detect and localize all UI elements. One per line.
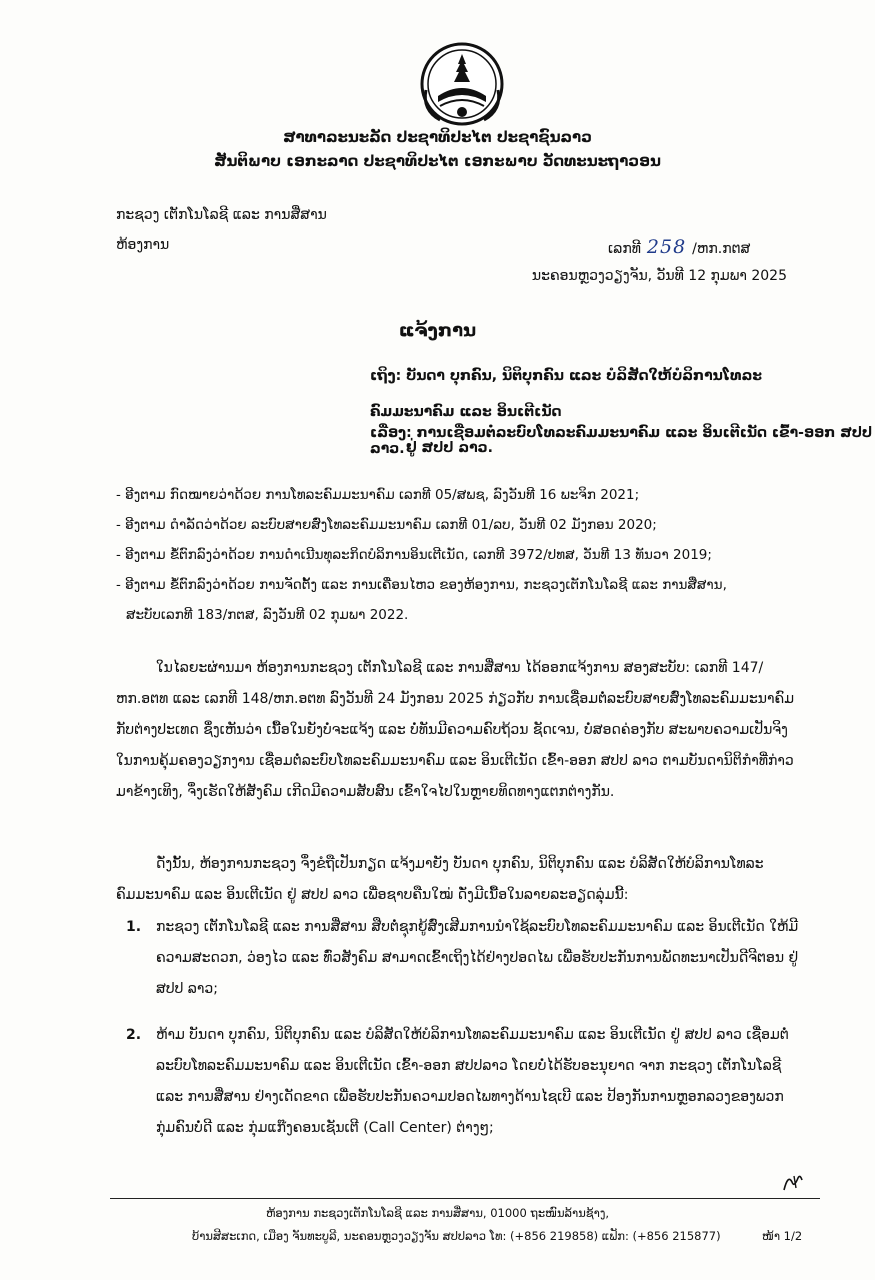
footer-address-line2: ບ້ານສີສະເກດ, ເມືອງ ຈັນທະບູລີ, ນະຄອນຫຼວງວຽງຈັນ ສປປລາວ ໂທ: (+856 219858) ແຟັກ: (+856 215877) [192,1229,721,1243]
reference-item: - ອີງຕາມ ດຳລັດວ່າດ້ວຍ ລະບົບສາຍສົ່ງໂທລະຄົມມະນາຄົມ ເລກທີ 01/ລບ, ວັນທີ 02 ມັງກອນ 2020; [116,517,657,533]
doc-number-prefix: ເລກທີ [608,241,641,257]
numbered-item [116,1020,806,1144]
doc-number-suffix: /ຫກ.ກຕສ [692,241,751,257]
document-number [608,236,750,258]
initial-signature-icon [780,1168,806,1194]
item-text: ກະຊວງ ເຕັກໂນໂລຊີ ແລະ ການສື່ສານ ສືບຕໍ່ຊຸກຍູ້ສົ່ງເສີມການນຳໃຊ້ລະບົບໂທລະຄົມມະນາຄົມ ແລະ ອິນເຕີເນັດ ໃຫ້ມີຄວາມສະດວກ, ວ່ອງໄວ ແລະ ທົ່ວສັງຄົມ ສາມາດເຂົ້າເຖິງໄດ້ຢ່າງປອດໄພ ເພື່ອຮັບປະກັນການພັດທະນາເປັນດີຈີຕອນ ຢູ່ ສປປ ລາວ; [156,919,799,997]
subject-line [370,425,875,457]
announcement-paragraph: ດັ່ງນັ້ນ, ຫ້ອງການກະຊວງ ຈຶ່ງຂໍຖືເປັນກຽດ ແຈ້ງມາຍັງ ບັນດາ ບຸກຄົນ, ນິຕິບຸກຄົນ ແລະ ບໍລິສັດໃຫ້ບໍລິການໂທລະຄົມມະນາຄົມ ແລະ ອິນເຕີເນັດ ຢູ່ ສປປ ລາວ ເພື່ອຊາບຄືນໃໝ່ ດັ່ງມີເນື້ອໃນລາຍລະອຽດລຸ່ມນີ້: [116,856,764,903]
item-number: 2. [126,1027,142,1043]
ministry-name: ກະຊວງ ເຕັກໂນໂລຊີ ແລະ ການສື່ສານ [116,207,327,223]
reference-item-continued [116,600,806,630]
item-text: ຫ້າມ ບັນດາ ບຸກຄົນ, ນິຕິບຸກຄົນ ແລະ ບໍລິສັດໃຫ້ບໍລິການໂທລະຄົມມະນາຄົມ ແລະ ອິນເຕີເນັດ ຢູ່ ສປປ ລາວ ເຊື່ອມຕໍ່ລະບົບໂທລະຄົມມະນາຄົມ ແລະ ອິນເຕີເນັດ ເຂົ້າ-ອອກ ສປປລາວ ໂດຍບໍ່ໄດ້ຮັບອະນຸຍາດ ຈາກ ກະຊວງ ເຕັກໂນໂລຊີ ແລະ ການສື່ສານ ຢ່າງເດັດຂາດ ເພື່ອຮັບປະກັນຄວາມປອດໄພທາງດ້ານໄຊເບີ ແລະ ປ້ອງກັນການຫຼອກລວງຂອງພວກກຸ່ມຄົນບໍ່ດີ ແລະ ກຸ່ມແກ໊ງຄອນເຊັນເຕີ (Call Center) ຕ່າງໆ; [156,1027,789,1136]
motto-heading: ສັນຕິພາບ ເອກະລາດ ປະຊາທິປະໄຕ ເອກະພາບ ວັດທະນະຖາວອນ [214,152,661,170]
page-title: ແຈ້ງການ [398,320,477,341]
reference-item: - ອີງຕາມ ຂໍ້ຕົກລົງວ່າດ້ວຍ ການດຳເນີນທຸລະກິດບໍລິການອິນເຕີເນັດ, ເລກທີ 3972/ປທສ, ວັນທີ 13 ທັນວາ 2019; [116,547,712,563]
subject-label: ເລື່ອງ: [370,425,412,441]
legal-references [116,480,806,630]
to-text-line2: ຢູ່ ສປປ ລາວ. [406,440,493,456]
reference-item: - ອີງຕາມ ຂໍ້ຕົກລົງວ່າດ້ວຍ ການຈັດຕັ້ງ ແລະ ການເຄື່ອນໄຫວ ຂອງຫ້ອງການ, ກະຊວງເຕັກໂນໂລຊີ ແລະ ການສື່ສານ, [116,577,727,593]
subject-text: ການເຊື່ອມຕໍ່ລະບົບໂທລະຄົມມະນາຄົມ ແລະ ອິນເຕີເນັດ ເຂົ້າ-ອອກ ສປປ ລາວ. [370,425,873,457]
footer-divider [110,1198,820,1199]
numbered-item [116,912,806,1005]
republic-heading: ສາທາລະນະລັດ ປະຊາທິປະໄຕ ປະຊາຊົນລາວ [283,128,592,146]
background-paragraph: ໃນໄລຍະຜ່ານມາ ຫ້ອງການກະຊວງ ເຕັກໂນໂລຊີ ແລະ ການສື່ສານ ໄດ້ອອກແຈ້ງການ ສອງສະບັບ: ເລກທີ 147/ຫກ.ອຕທ ແລະ ເລກທີ 148/ຫກ.ອຕທ ລົງວັນທີ 24 ມັງກອນ 2025 ກ່ຽວກັບ ການເຊື່ອມຕໍ່ລະບົບສາຍສົ່ງໂທລະຄົມມະນາຄົມ ກັບຕ່າງປະເທດ ຊຶ່ງເຫັນວ່າ ເນື້ອໃນຍັງບໍ່ຈະແຈ້ງ ແລະ ບໍ່ທັນມີຄວາມຄົບຖ້ວນ ຊັດເຈນ, ບໍ່ສອດຄ່ອງກັບ ສະພາບຄວາມເປັນຈິງ ໃນການຄຸ້ມຄອງວຽກງານ ເຊື່ອມຕໍ່ລະບົບໂທລະຄົມມະນາຄົມ ແລະ ອິນເຕີເນັດ ເຂົ້າ-ອອກ ສປປ ລາວ ຕາມບັນດານິຕິກຳທີ່ກ່າວມາຂ້າງເທິງ, ຈຶ່ງເຮັດໃຫ້ສັງຄົມ ເກີດມີຄວາມສັບສົນ ເຂົ້າໃຈໄປໃນຫຼາຍທິດທາງແຕກຕ່າງກັນ. [116,660,795,800]
lao-emblem-icon [418,40,506,128]
document-date: ນະຄອນຫຼວງວຽງຈັນ, ວັນທີ 12 ກຸມພາ 2025 [531,268,787,284]
reference-continuation-text: ສະບັບເລກທີ 183/ກຕສ, ລົງວັນທີ 02 ກຸມພາ 2022. [126,607,409,623]
to-label: ເຖິງ: [370,368,402,384]
item-number: 1. [126,919,142,935]
to-text-line1: ບັນດາ ບຸກຄົນ, ນິຕິບຸກຄົນ ແລະ ບໍລິສັດໃຫ້ບໍລິການໂທລະຄົມມະນາຄົມ ແລະ ອິນເຕີເນັດ [370,368,762,420]
page-number: ໜ້າ 1/2 [762,1229,803,1243]
reference-item: - ອີງຕາມ ກົດໝາຍວ່າດ້ວຍ ການໂທລະຄົມມະນາຄົມ ເລກທີ 05/ສພຊ, ລົງວັນທີ 16 ພະຈິກ 2021; [116,487,640,503]
footer-address-line1: ຫ້ອງການ ກະຊວງເຕັກໂນໂລຊີ ແລະ ການສື່ສານ, 01000 ຖະໜົນລ້ານຊ້າງ, [265,1206,610,1220]
department-name: ຫ້ອງການ [116,237,170,253]
doc-number-handwritten: 258 [646,236,687,258]
